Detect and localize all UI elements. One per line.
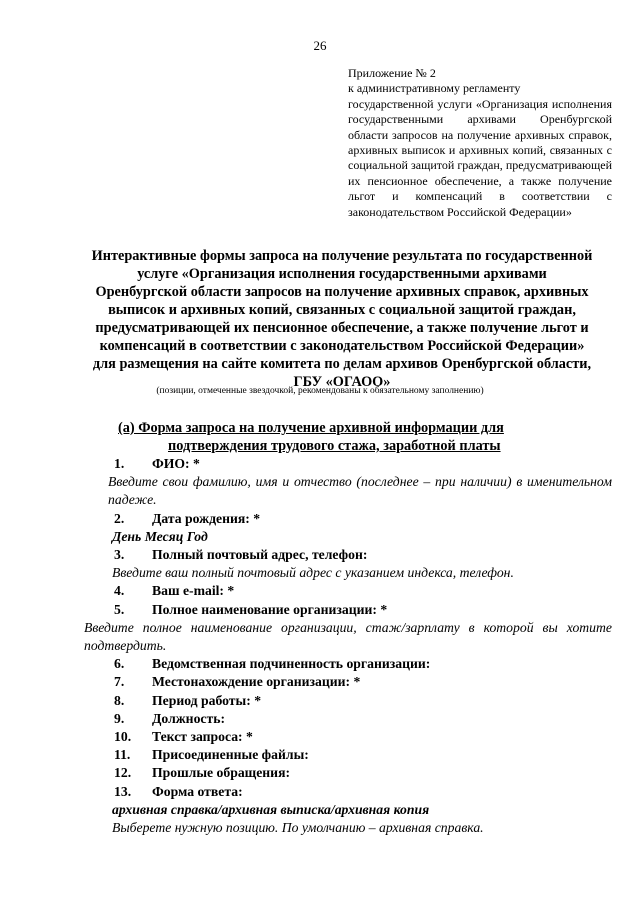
item-label: Дата рождения: * — [152, 510, 261, 526]
hint-answer-form: Выберете нужную позицию. По умолчанию – архивная справка. — [112, 820, 484, 836]
page-number: 26 — [313, 38, 327, 53]
item-number: 5. — [114, 601, 125, 617]
item-number: 12. — [114, 765, 132, 781]
item-label: ФИО: * — [152, 456, 200, 471]
item-label: Должность: — [152, 710, 226, 726]
item-label: Полное наименование организации: * — [152, 601, 388, 617]
appendix-title: Приложение № 2 — [348, 66, 436, 80]
item-number: 13. — [114, 783, 132, 799]
item-label: Ваш e-mail: * — [152, 583, 235, 599]
request-form — [84, 455, 612, 837]
hint-organization: Введите полное наименование организации, стаж/зарплату в которой вы хотите подтвердить. — [84, 619, 612, 654]
item-number: 6. — [114, 656, 125, 672]
form-item-location — [112, 673, 612, 691]
form-heading-line: подтверждения трудового стажа, заработной платы — [168, 438, 501, 454]
form-item-email — [112, 582, 612, 600]
form-item-work-period — [112, 692, 612, 710]
title-line: Оренбургской области запросов на получение архивных справок, архивных — [95, 284, 589, 300]
item-number: 8. — [114, 692, 125, 708]
title-line: выписок и архивных копий, связанных с социальной защитой граждан, — [108, 302, 576, 318]
item-number: 1. — [114, 456, 125, 471]
hint-fio: Введите свои фамилию, имя и отчество (последнее – при наличии) в именительном падеже. — [108, 474, 612, 508]
form-item-past-requests — [112, 764, 612, 782]
answer-options: архивная справка/архивная выписка/архивная копия — [112, 801, 430, 817]
form-item-fio — [112, 455, 612, 473]
form-item-address — [112, 546, 612, 564]
form-heading-line: (а) Форма запроса на получение архивной информации для — [118, 420, 504, 436]
form-item-position — [112, 710, 612, 728]
item-number: 2. — [114, 510, 125, 526]
form-heading — [118, 419, 618, 455]
form-item-request-text — [112, 728, 612, 746]
document-title — [72, 247, 612, 391]
item-label: Текст запроса: * — [152, 729, 253, 745]
hint-address: Введите ваш полный почтовый адрес с указанием индекса, телефон. — [112, 565, 514, 581]
item-number: 3. — [114, 547, 125, 563]
title-line: компенсаций в соответствии с законодательством Российской Федерации» — [99, 338, 585, 354]
hint-birth-date: День Месяц Год — [112, 528, 208, 544]
form-item-organization — [112, 601, 612, 619]
form-item-attached-files — [112, 746, 612, 764]
appendix-block — [348, 66, 612, 220]
item-label: Ведомственная подчиненность организации: — [152, 656, 431, 672]
item-label: Местонахождение организации: * — [152, 674, 361, 690]
appendix-body: государственной услуги «Организация исполнения государственными архивами Оренбургской области запросов на получение архивных справок, архивных выписок и архивных копий, связанных с социальной защитой граждан, предусматривающей их пенсионное обеспечение, а также получение льгот и компенсаций в соответствии с законодательством Российской Федерации» — [348, 96, 612, 219]
form-item-subordination — [112, 655, 612, 673]
item-number: 4. — [114, 583, 125, 599]
form-item-birth-date — [112, 510, 612, 528]
item-label: Период работы: * — [152, 692, 262, 708]
form-item-answer-form — [112, 783, 612, 801]
item-number: 9. — [114, 710, 125, 726]
title-line: для размещения на сайте комитета по делам архивов Оренбургской области, — [92, 356, 592, 372]
title-line: предусматривающей их пенсионное обеспечение, а также получение льгот и — [95, 320, 589, 336]
item-number: 11. — [114, 747, 131, 763]
title-line: ГБУ «ОГАОО» — [293, 374, 391, 390]
item-label: Прошлые обращения: — [152, 765, 291, 781]
item-label: Форма ответа: — [152, 783, 243, 799]
title-line: Интерактивные формы запроса на получение результата по государственной — [91, 248, 593, 264]
item-number: 10. — [114, 729, 132, 745]
item-label: Полный почтовый адрес, телефон: — [152, 547, 368, 563]
item-label: Присоединенные файлы: — [152, 747, 309, 763]
title-line: услуге «Организация исполнения государственными архивами — [137, 266, 547, 282]
required-fields-note: (позиции, отмеченные звездочкой, рекомендованы к обязательному заполнению) — [156, 386, 484, 396]
appendix-subtitle: к административному регламенту — [348, 81, 521, 96]
item-number: 7. — [114, 674, 125, 690]
